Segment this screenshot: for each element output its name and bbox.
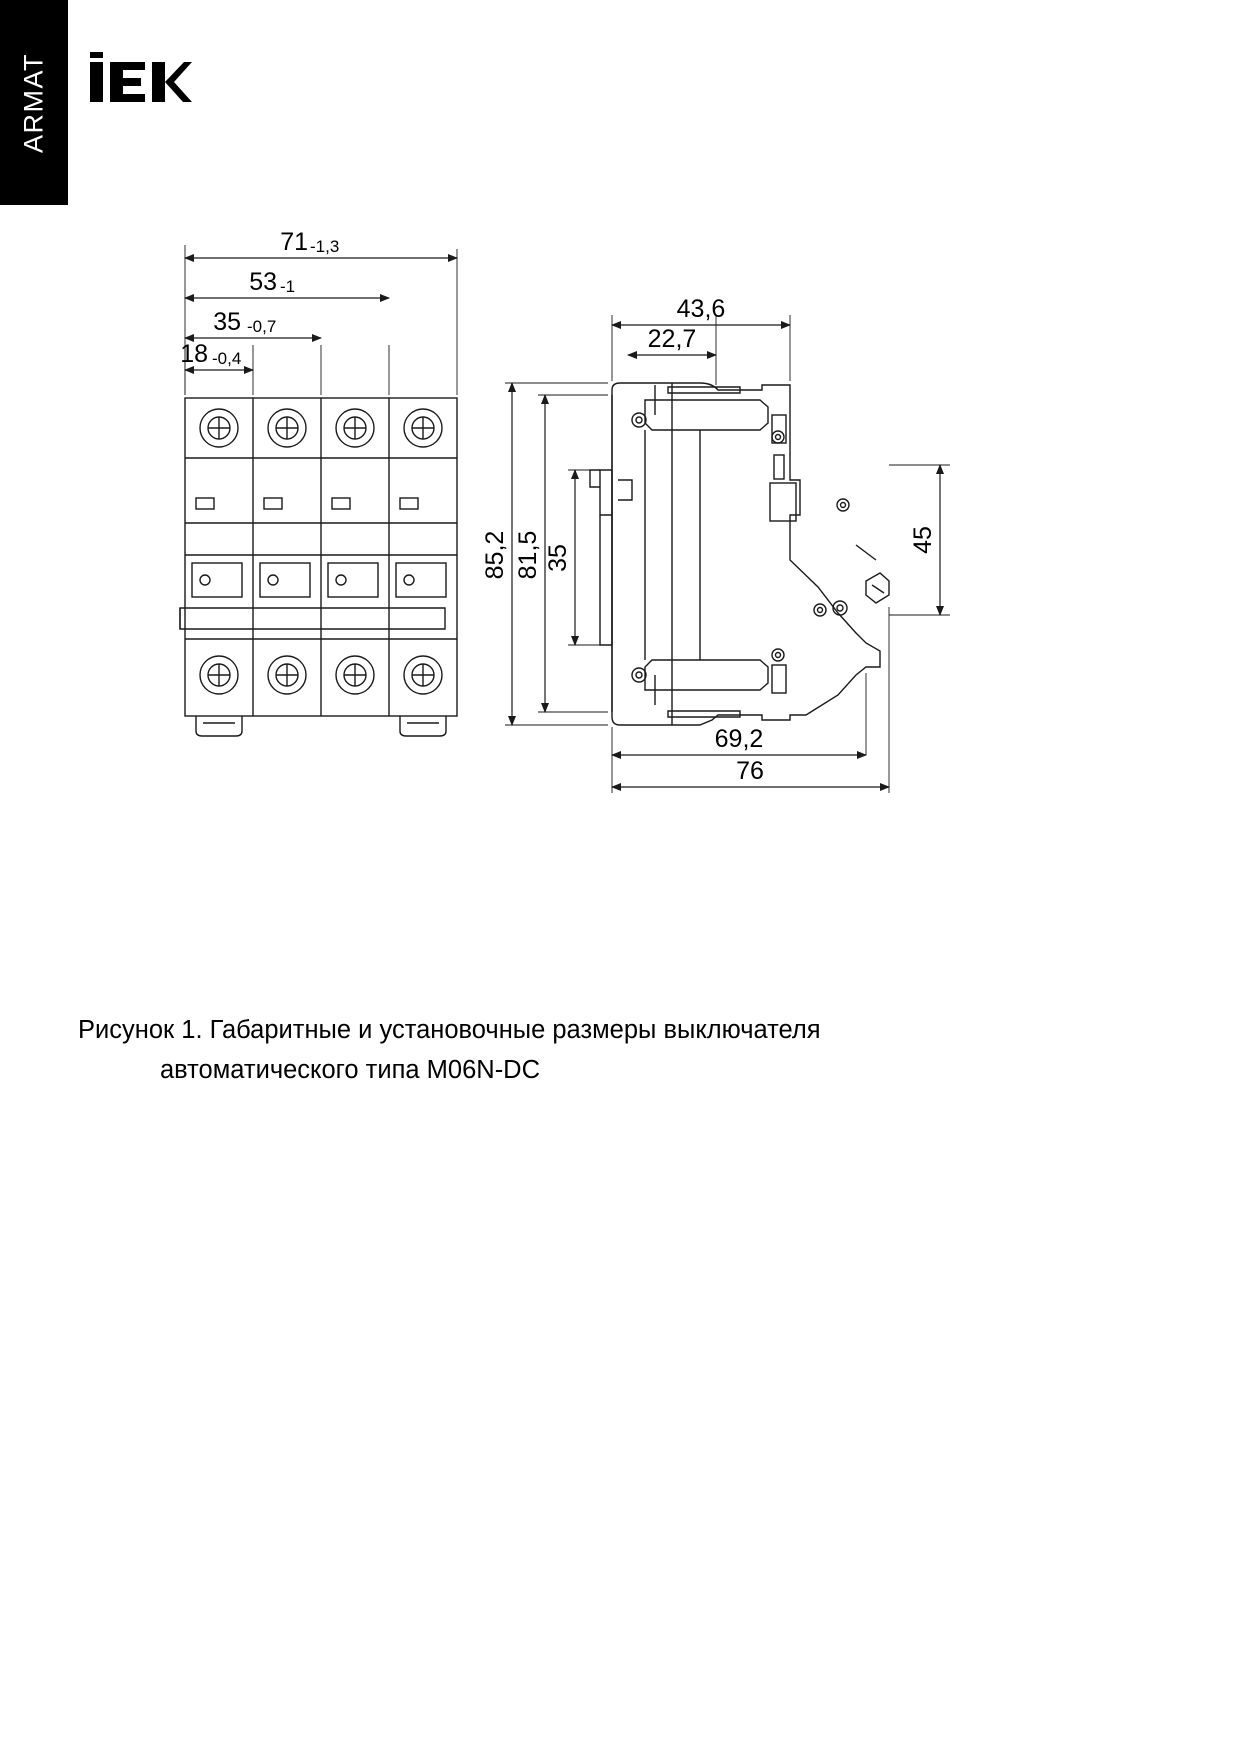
dim-35-tolerance: -0,7 <box>247 317 277 336</box>
brand-side-label: ARMAT <box>18 52 49 153</box>
dim-81-5-value: 81,5 <box>514 530 542 580</box>
figure-caption-line2: автоматического типа M06N-DC <box>160 1056 541 1084</box>
dim-53-tolerance: -1 <box>280 277 296 296</box>
dim-35-side-value: 35 <box>544 544 572 572</box>
dim-18-tolerance: -0,4 <box>212 349 242 368</box>
dim-71-value: 71 <box>280 228 308 256</box>
dim-43-6-value: 43,6 <box>676 295 726 323</box>
dim-71-tolerance: -1,3 <box>310 237 340 256</box>
dim-53-value: 53 <box>249 268 277 296</box>
dim-69-2-value: 69,2 <box>714 725 764 753</box>
iek-logo <box>88 52 192 108</box>
dim-45-value: 45 <box>909 526 937 554</box>
dim-22-7-value: 22,7 <box>647 325 697 353</box>
brand-side-bar <box>0 0 68 205</box>
dim-35-value: 35 <box>213 308 241 336</box>
technical-drawing <box>0 215 1100 835</box>
figure-caption <box>78 1010 978 1090</box>
dim-85-2-value: 85,2 <box>481 530 509 580</box>
side-view-body <box>590 383 889 725</box>
figure-caption-line1: Рисунок 1. Габаритные и установочные размеры выключателя <box>78 1016 821 1044</box>
dim-18-value: 18 <box>180 340 208 368</box>
dim-76-value: 76 <box>736 757 764 785</box>
front-view-body <box>180 398 457 736</box>
